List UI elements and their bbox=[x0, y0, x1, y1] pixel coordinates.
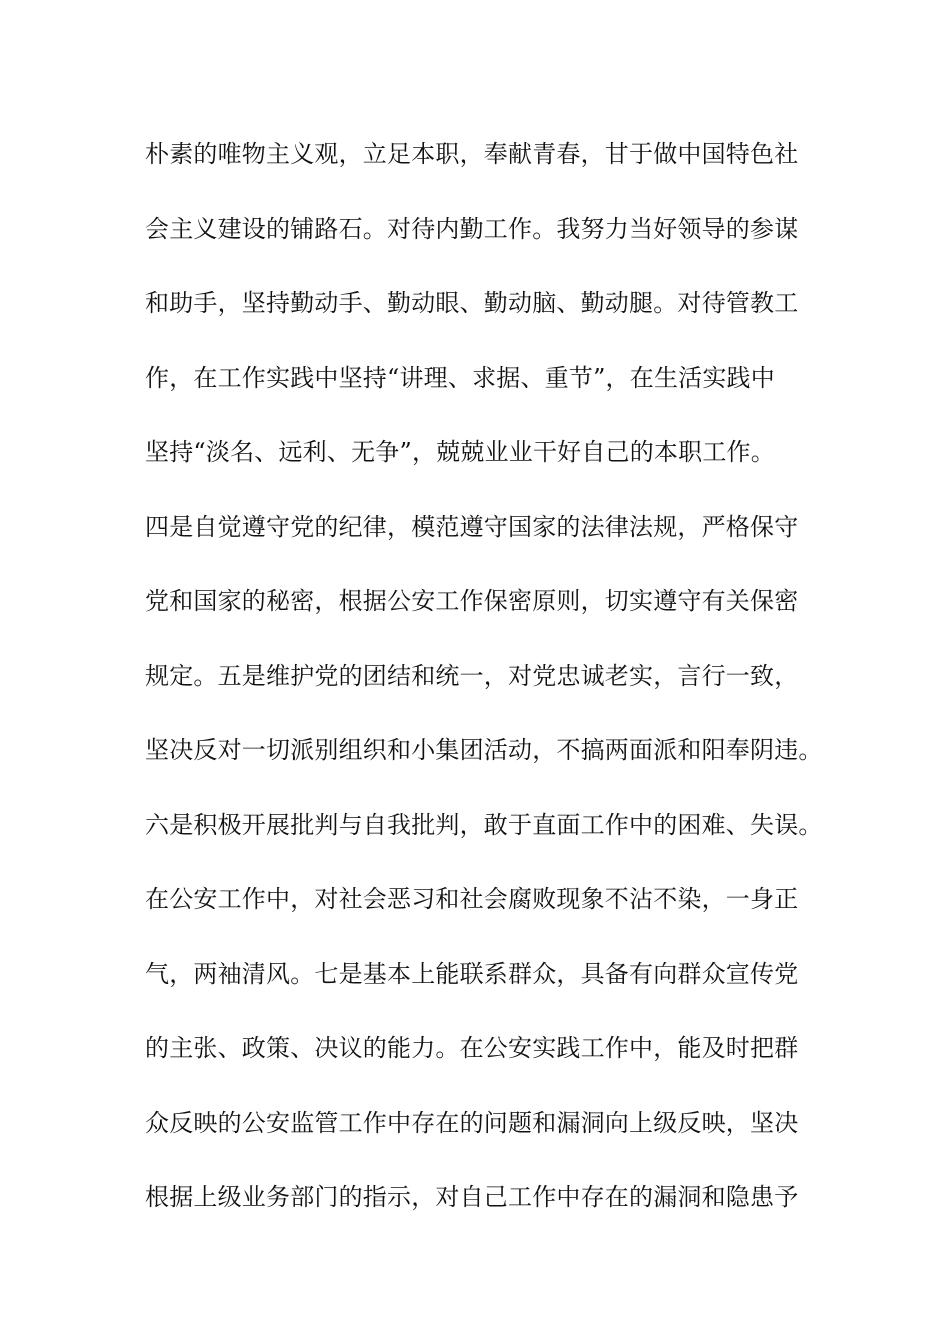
text-line-12: 气，两袖清风。七是基本上能联系群众，具备有向群众宣传党 bbox=[145, 959, 799, 988]
text-line-2: 会主义建设的铺路石。对待内勤工作。我努力当好领导的参谋 bbox=[145, 214, 799, 243]
text-line-5: 坚持“淡名、远利、无争”，兢兢业业干好自己的本职工作。 bbox=[145, 438, 775, 466]
text-line-14: 众反映的公安监管工作中存在的问题和漏洞向上级反映，坚决 bbox=[145, 1108, 799, 1137]
text-line-7: 党和国家的秘密，根据公安工作保密原则，切实遵守有关保密 bbox=[145, 587, 799, 615]
text-line-1: 朴素的唯物主义观，立足本职，奉献青春，甘于做中国特色社 bbox=[145, 140, 799, 168]
text-line-3: 和助手，坚持勤动手、勤动眼、勤动脑、勤动腿。对待管教工 bbox=[145, 289, 799, 317]
text-line-8: 规定。五是维护党的团结和统一，对党忠诚老实，言行一致， bbox=[145, 661, 799, 690]
text-line-9: 坚决反对一切派别组织和小集团活动，不搞两面派和阳奉阴违。 bbox=[145, 736, 823, 764]
text-line-10: 六是积极开展批判与自我批判，敢于直面工作中的困难、失误。 bbox=[145, 810, 823, 839]
text-line-15: 根据上级业务部门的指示，对自己工作中存在的漏洞和隐患予 bbox=[145, 1183, 799, 1211]
text-line-11: 在公安工作中，对社会恶习和社会腐败现象不沾不染，一身正 bbox=[145, 885, 799, 913]
text-line-4: 作，在工作实践中坚持“讲理、求据、重节”，在生活实践中 bbox=[145, 363, 775, 392]
text-line-6: 四是自觉遵守党的纪律，模范遵守国家的法律法规，严格保守 bbox=[145, 512, 799, 541]
text-line-13: 的主张、政策、决议的能力。在公安实践工作中，能及时把群 bbox=[145, 1034, 799, 1062]
body-text bbox=[145, 132, 825, 1250]
